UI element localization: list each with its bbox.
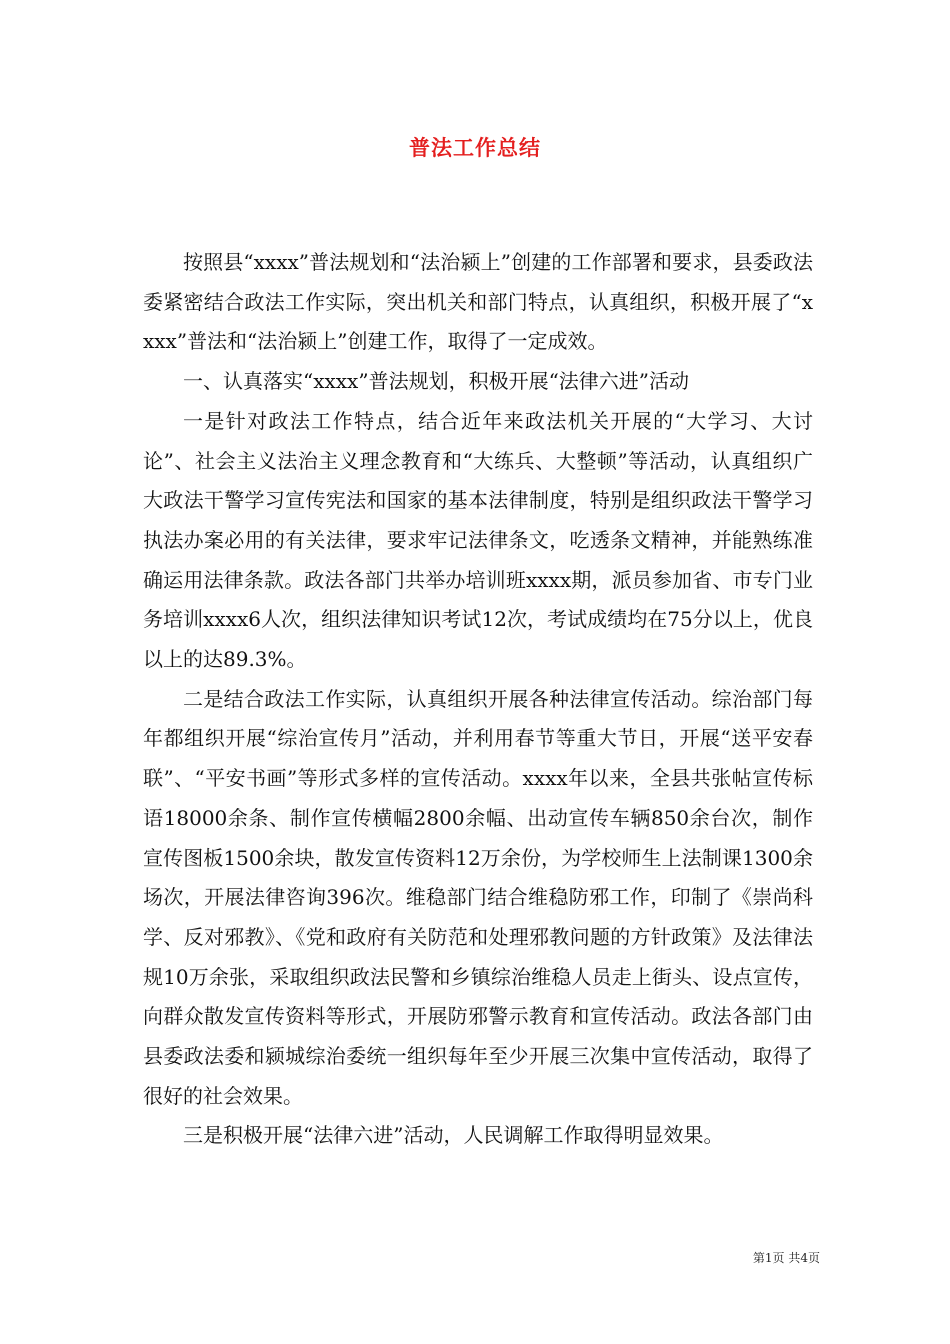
intro-paragraph: 按照县“xxxx”普法规划和“法治颍上”创建的工作部署和要求，县委政法委紧密结合政法工作实际，突出机关和部门特点，认真组织，积极开展了“xxxx”普法和“法治颍上”创建工作，取得了一定成效。 <box>143 250 813 354</box>
page-number: 第1页 共4页 <box>752 1251 820 1265</box>
paragraph-item-2: 二是结合政法工作实际，认真组织开展各种法律宣传活动。综治部门每年都组织开展“综治宣传月”活动，并利用春节等重大节日，开展“送平安春联”、“平安书画”等形式多样的宣传活动。xxxx年以来，全县共张帖宣传标语18000余条、制作宣传横幅2800余幅、出动宣传车辆850余台次，制作宣传图板1500余块，散发宣传资料12万余份，为学校师生上法制课1300余场次，开展法律咨询396次。维稳部门结合维稳防邪工作，印制了《崇尚科学、反对邪教》、《党和政府有关防范和处理邪教问题的方针政策》及法律法规10万余张，采取组织政法民警和乡镇综治维稳人员走上街头、设点宣传，向群众散发宣传资料等形式，开展防邪警示教育和宣传活动。政法各部门由县委政法委和颍城综治委统一组织每年至少开展三次集中宣传活动，取得了很好的社会效果。 <box>143 686 813 1108</box>
section-heading-1: 一、认真落实“xxxx”普法规划，积极开展“法律六进”活动 <box>183 369 690 394</box>
page-title: 普法工作总结 <box>409 135 541 160</box>
document-body <box>143 243 813 1156</box>
paragraph-item-1: 一是针对政法工作特点，结合近年来政法机关开展的“大学习、大讨论”、社会主义法治主义理念教育和“大练兵、大整顿”等活动，认真组织广大政法干警学习宣传宪法和国家的基本法律制度，特别是组织政法干警学习执法办案必用的有关法律，要求牢记法律条文，吃透条文精神，并能熟练准确运用法律条款。政法各部门共举办培训班xxxx期，派员参加省、市专门业务培训xxxx6人次，组织法律知识考试12次，考试成绩均在75分以上，优良以上的达89.3%。 <box>143 408 813 672</box>
paragraph-item-3: 三是积极开展“法律六进”活动，人民调解工作取得明显效果。 <box>183 1123 724 1148</box>
